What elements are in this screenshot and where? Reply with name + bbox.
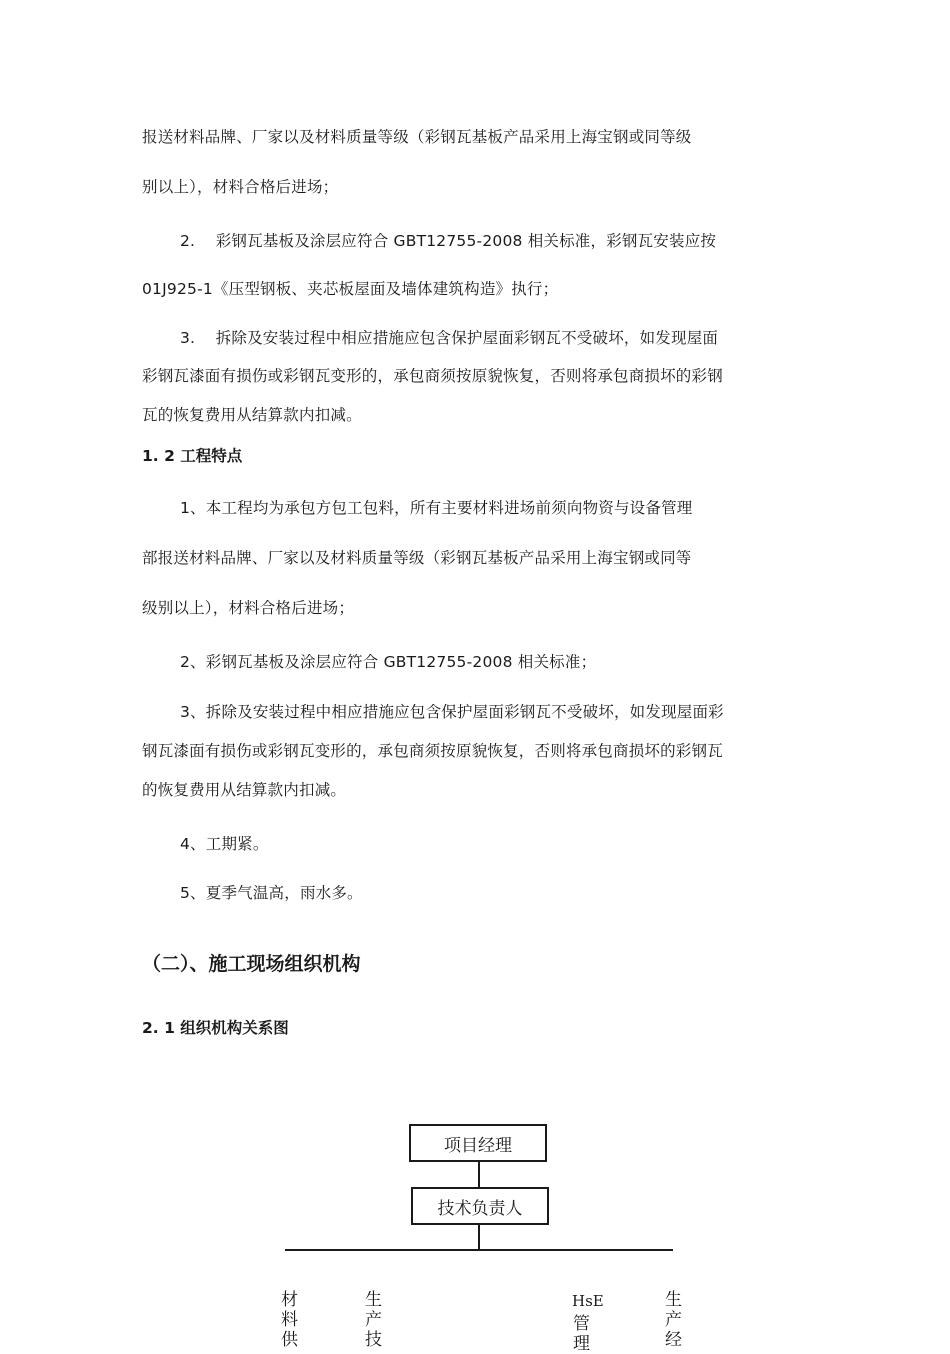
- feature-line: 部报送材料品牌、厂家以及材料质量等级（彩钢瓦基板产品采用上海宝钢或同等: [142, 549, 692, 567]
- org-connector: [478, 1162, 480, 1187]
- feature-line: 钢瓦漆面有损伤或彩钢瓦变形的，承包商须按原貌恢复，否则将承包商损坏的彩钢瓦: [142, 742, 723, 760]
- subsection-heading: 1. 2 工程特点: [142, 447, 243, 465]
- org-branch-materials: 材料供: [281, 1290, 298, 1350]
- org-box-project-manager: 项目经理: [409, 1124, 547, 1162]
- paragraph-line: 瓦的恢复费用从结算款内扣减。: [142, 406, 362, 424]
- org-connector: [478, 1225, 480, 1249]
- feature-line: 4、工期紧。: [180, 835, 269, 853]
- paragraph-line: 2. 彩钢瓦基板及涂层应符合 GBT12755-2008 相关标准，彩钢瓦安装应按: [180, 232, 717, 250]
- org-horizontal-bar: [285, 1249, 673, 1251]
- section-heading: （二）、施工现场组织机构: [142, 953, 361, 975]
- paragraph-line: 彩钢瓦漆面有损伤或彩钢瓦变形的，承包商须按原貌恢复，否则将承包商损坏的彩钢: [142, 367, 723, 385]
- org-box-technical-lead: 技术负责人: [411, 1187, 549, 1225]
- paragraph-line: 别以上），材料合格后进场；: [142, 178, 339, 196]
- paragraph-line: 报送材料品牌、厂家以及材料质量等级（彩钢瓦基板产品采用上海宝钢或同等级: [142, 128, 692, 146]
- paragraph-line: 01J925-1《压型钢板、夹芯板屋面及墙体建筑构造》执行；: [142, 280, 559, 298]
- org-branch-hse-label: HsE: [572, 1292, 604, 1310]
- subsection-heading: 2. 1 组织机构关系图: [142, 1019, 289, 1037]
- org-branch-production-tech: 生产技: [365, 1290, 382, 1350]
- feature-line: 级别以上），材料合格后进场；: [142, 599, 355, 617]
- feature-line: 5、夏季气温高，雨水多。: [180, 884, 363, 902]
- feature-line: 1、本工程均为承包方包工包料，所有主要材料进场前须向物资与设备管理: [180, 499, 693, 517]
- feature-line: 的恢复费用从结算款内扣减。: [142, 781, 347, 799]
- org-branch-production-ops: 生产经: [665, 1290, 682, 1350]
- paragraph-line: 3. 拆除及安装过程中相应措施应包含保护屋面彩钢瓦不受破坏，如发现屋面: [180, 329, 719, 347]
- feature-line: 3、拆除及安装过程中相应措施应包含保护屋面彩钢瓦不受破坏，如发现屋面彩: [180, 703, 724, 721]
- org-branch-hse: 管理: [573, 1314, 590, 1354]
- feature-line: 2、彩钢瓦基板及涂层应符合 GBT12755-2008 相关标准；: [180, 653, 597, 671]
